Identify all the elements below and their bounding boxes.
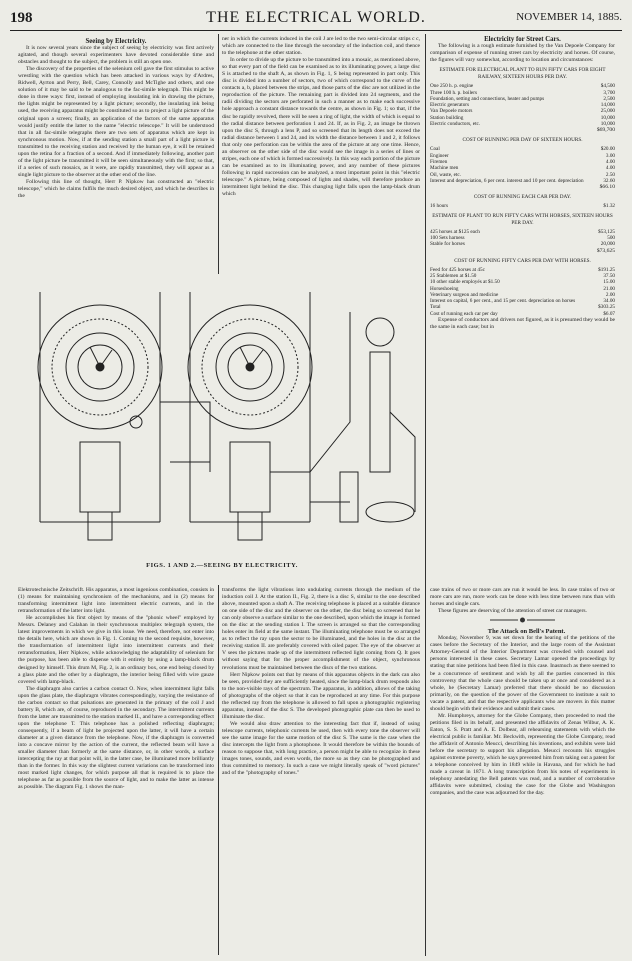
column-rule bbox=[425, 34, 426, 956]
article-title: The Attack on Bell's Patent. bbox=[487, 628, 566, 636]
paragraph: He accomplishes his first object by means of the "phonic wheel" employed by Messrs. Delaney and Calahan in their synchronous multiplex telegraph system, the latest improvements in which we give in this issue. We need, therefore, not enter into the details here, which are shown in Fig. 1. Coming to the second requisite, however, the transformation of intermittent light into intermittent currents and their retransformation, Herr Nipkow, while acknowledging the adaptability of selenium for the purpose, has been able to dispense with it entirely by using a lamp-black drum designed by himself. This drum M, Fig. 2, is an ordinary box, one end being closed by a glass plate and the other by a diaphragm, the interior being filled with wire gauze covered with lamp-black. bbox=[18, 615, 214, 685]
row-label: Coal bbox=[430, 146, 440, 153]
paragraph: case trains of two or more cars are run it would be less. In case trains of two or more cars are run, more work can be done with less time between runs than with horses and single cars. bbox=[430, 587, 615, 608]
row-value: 14,000 bbox=[600, 102, 615, 109]
table-row bbox=[430, 203, 615, 209]
row-label: 100 Sets harness bbox=[430, 235, 465, 242]
row-label: Feed for 425 horses at 45c bbox=[430, 266, 485, 273]
cost-table bbox=[430, 146, 615, 184]
row-value: 4.00 bbox=[605, 159, 615, 166]
issue-date: NOVEMBER 14, 1885. bbox=[516, 11, 622, 23]
paragraph: Following this line of thought, Herr P. Nipkow has constructed an "electric telescope," which he claims fulfils the much desired object, and which he describes in the bbox=[18, 178, 214, 200]
row-value: 10,000 bbox=[600, 114, 615, 121]
table-total: $66.10 bbox=[599, 184, 615, 191]
cost-table bbox=[430, 83, 615, 127]
seeing-article-col5 bbox=[222, 587, 420, 953]
row-label: 25 Stablemen at $1.50 bbox=[430, 273, 477, 279]
row-value: $53,125 bbox=[598, 228, 615, 235]
table-total: $73,625 bbox=[596, 247, 615, 254]
paragraph: These figures are deserving of the attention of street car managers. bbox=[438, 608, 587, 615]
cost-table bbox=[430, 267, 615, 305]
article-title: Electricity for Street Cars. bbox=[484, 36, 561, 43]
seeing-article-col1 bbox=[18, 38, 214, 270]
cost-table bbox=[430, 203, 615, 209]
row-value: $20.00 bbox=[600, 146, 615, 153]
row-value: $191.25 bbox=[598, 266, 615, 273]
row-label: Station building bbox=[430, 114, 464, 121]
row-value: 3,700 bbox=[603, 89, 615, 96]
paragraph: Elektrotechnische Zeitschrift. His apparatus, a most ingenious combination, consists in (1) means for maintaining synchronism of the mechanisms, and in (2) means for transforming intermittent light into intermittent electric currents, and in the retransformation of the latter into light. bbox=[18, 587, 214, 615]
article-title: Seeing by Electricity. bbox=[85, 38, 147, 45]
row-label: Machine men bbox=[430, 165, 459, 172]
row-label: Interest and depreciation, 6 per cent. interest and 10 per cent. depreciation bbox=[430, 177, 584, 184]
row-label: Oil, waste, etc. bbox=[430, 171, 461, 178]
paragraph: ner in which the currents induced in the coil J are led to the two semi-circular strips c c, which are connected to the line through the secondary of the induction coil, and thence to the telephone at the other station. bbox=[222, 36, 420, 57]
row-label: 16 hours bbox=[430, 203, 449, 210]
paragraph: Expense of conductors and drivers not figured, as it is presumed they would be the same in each case; but in bbox=[430, 317, 615, 331]
paragraph: In order to divide up the picture to be transmitted into a mosaic, as mentioned above, so that every part of the field can be examined as to its illuminating power, a large disc S is attached to the shaft A, as shown in Fig. 1, S being represented in part only. This disc is divided into a number of sectors, two of which correspond to the curve of the contacts a, b, placed between the strips, and those parts of the disc are not utilized in the reproduction of the picture. The remaining part is divided into 24 segments, and the radii dividing the sectors are perforated in such a manner as to make each successive hole approach a constant distance towards the centre, as shown in Fig. 1; so that, if the disc be rapidly revolved, there will be seen a ring of light, the width of which is equal to the radial distance between perforation 1 and 24. If, as in Fig. 2, an image be thrown upon the disc S, through a lens P, and so screened that its length does not exceed the radial distance between 1 and 24, and its width the distance between 1 and 2, it follows that only one perforation can be within the area of the picture at any one time. Hence, an observer on the other side of the disc would see the image in a series of lines or stripes, each one of which is formed successively. In this way each portion of the picture can be examined as to its illuminating power, and any number of these pictures following in rapid succession can be analyzed, a most important point in this "electric telescope." A picture, being composed of lights and shades, will therefore produce an intermittent light behind the disc. This changing light falls upon the lamp-black drum which bbox=[222, 57, 420, 198]
row-label: Engineer bbox=[430, 152, 449, 159]
row-value: $4,500 bbox=[600, 83, 615, 90]
right-column-lower bbox=[430, 587, 615, 953]
street-cars-article bbox=[430, 36, 615, 461]
row-label: Electric generators bbox=[430, 102, 470, 109]
row-value: 2,500 bbox=[603, 95, 615, 102]
cost-summary bbox=[430, 304, 615, 317]
row-label: Interest on capital, 6 per cent., and 15 per cent. depreciation on horses bbox=[430, 298, 576, 305]
paragraph: The discovery of the properties of the selenium cell gave the first stimulus to active wrestling with the question which has been attacked in various ways by d'Ardres, Ridwell, Ayrton and Perry, Bell, Carey, Connolly and McTighe and others, and one solution of it may be said to be analogous to the fac-simile telegraph. This might be done in three ways: first, instead of employing insulating ink in drawing the picture, the lights might be represented by a light picture; secondly, the insulating ink being used, the receiving apparatus might be constituted so as to project a light picture of the original upon a screen; finally, an application of the factors of the same apparatus would justify entitle the latter to the name "electric telescope." It will be understood that in all fac-simile telegraphs there are two sets of apparatus which are kept in synchronous motion. Now, if at the sending station a small part of a light picture is transmitted to the receiving station and received by the human eye, it will be retained upon the retina for a fraction of a second. And if immediately following, another part of the light picture be transmitted it will be seen simultaneously with the first; so that, if a series of such mosaics, as it were, are rapidly transmitted, they will appear as a single light picture to the observer at the other end of the line. bbox=[18, 66, 214, 178]
row-label: One 250 h. p. engine bbox=[430, 83, 474, 90]
ornament-divider bbox=[430, 615, 615, 625]
paragraph: transforms the light vibrations into undulating currents through the medium of the induction coil J. At the station II., Fig. 2, there is a disc S, similar to the one described above, mounted upon a shaft A. The receiving telephone is placed at a suitable distance on one side of the disc and the observer on the other, the disc being so screened that he can only observe a surface similar to the one described, upon which the image is formed on the disc at the sending station I. The screen is arranged so that the corresponding holes enter its field at the same instant. The illuminating telephone must be so arranged as to reflect the ray upon the sector to be illuminated, and the holes in the disc at the receiving station II. are preferably covered with oiled paper. The eye of the observer at V sees the pictures made up of the intermittent reflected light coming from Q. It goes without saying that for the proper accomplishment of the object, synchronous revolutions must be maintained between the discs of the two stations. bbox=[222, 587, 420, 671]
masthead: THE ELECTRICAL WORLD. bbox=[206, 9, 426, 26]
table-title: ESTIMATE FOR ELECTRICAL PLANT TO RUN FIFTY CARS FOR EIGHT RAILWAY, SIXTEEN HOURS PER DAY. bbox=[439, 67, 606, 81]
paragraph: Mr. Humphreys, attorney for the Globe Company, then proceeded to read the petitions filed in its behalf, and presented the affidavits of Zenas Wilbur, A. K. Eaton, S. S. Pratt and A. E. Dolbear, all rehearsing statements with which the electrical public is familiar. Mr. Beckwith, representing the Globe Company, read the affidavit of Antonio Meucci, describing his inventions, and exhibits were laid before the secretary to support his allegation. Meucci recounts his struggles against extreme poverty, which he says prevented him from taking out a patent for a telephone conceived by him in 1849 while in Havana, and for which he had made a caveat in 1871. A long transcription from his notes of experiments in telephony antedating the Bell patents was read, and a number of corroborative affidavits were submitted, closing the case for the Globe and Washington companies, and the case was adjourned for the day. bbox=[430, 712, 615, 797]
seeing-article-col2 bbox=[222, 36, 420, 270]
per-car-label: Cost of running each car per day bbox=[430, 310, 498, 317]
paragraph: The following is a rough estimate furnished by the Van Depoele Company for comparison of expense of running street cars by electricity and horses. Of course, the figures will vary somewhat, according to location and circumstances: bbox=[430, 43, 615, 64]
row-label: Horseshoeing bbox=[430, 285, 459, 292]
figure-seeing-by-electricity bbox=[20, 272, 424, 572]
apparatus-diagram bbox=[20, 272, 424, 558]
row-value: 500 bbox=[607, 235, 615, 242]
paragraph: Herr Nipkow points out that by means of this apparatus objects in the dark can also be seen, provided they are sufficiently heated, since the lamp-black drum responds also to the non-visible rays of the spectrum. The apparatus, in addition, allows of the taking of photographs of the object so that it can be reproduced at any time. For this purpose the reflected ray from the telephone is allowed to fall upon a photographic registering apparatus, instead of the disc S. The developed photographic plate can then be used to illuminate the disc. bbox=[222, 671, 420, 720]
telephone-t bbox=[366, 318, 394, 346]
seeing-article-col4 bbox=[18, 587, 214, 953]
row-label: Three 100 h. p. boilers bbox=[430, 89, 477, 96]
row-value: 34.00 bbox=[603, 298, 615, 305]
page-header bbox=[10, 8, 622, 31]
row-value: $1.32 bbox=[603, 203, 615, 210]
row-value: 21.00 bbox=[603, 285, 615, 292]
row-value: 25,000 bbox=[600, 108, 615, 115]
row-value: 2.00 bbox=[605, 291, 615, 298]
row-value: 15.00 bbox=[603, 279, 615, 286]
row-value: 3.00 bbox=[605, 152, 615, 159]
row-label: 425 horses at $125 each bbox=[430, 228, 480, 235]
paragraph: The diaphragm also carries a carbon contact O. Now, when intermittent light falls upon the glass plate, the diaphragm vibrates correspondingly, varying the resistance of the carbon contact so that pulsations are generated in the primary of the coil J and battery B, which are, of course, reproduced in the secondary. The intermittent currents from the latter are transmitted to the station marked II., and have a corresponding effect upon the telephone T. This telephone has a polished reflecting diaphragm; consequently, if a beam of light be projected upon the latter, it will have a certain diameter at a given distance from the telephone. Now, if the diaphragm is converted into a concave mirror by the action of the current, the reflected beam will have a smaller diameter than formerly at the same distance, or, in other words, a surface intercepting the ray at that point will, in the latter case, be illuminated more brilliantly than in the former. In this way the slightest current variations can be transformed into most marked light changes, for which purpose all that is required is to place the telephone as far as possible from the source of light, and to make the latter as intense as possible. The diagram Fig. 1 shows the man- bbox=[18, 685, 214, 791]
paragraph: Monday, November 9, was set down for the hearing of the petitions of the cases before the Secretary of the Interior, and the large room of the Assistant Attorney-General of the Interior Department was crowded with counsel and persons interested in these cases. Secretary Lamar opened the proceedings by stating that nine petitions had been filed in this case. Inasmuch as there seemed to be a concurrence of sentiment and wish by all the parties concerned in this controversy that the whole case should be taken up at once and considered as a whole, he (Secretary Lamar) preferred that there should be no discussion primarily, on the question of the power of the Government to institute a suit to vacate a patent, and that the respective applicants who are movers in this matter should begin with their evidence and submit their cases. bbox=[430, 635, 615, 712]
paragraph: We would also draw attention to the interesting fact that if, instead of using telescope currents, telephonic currents be used, then with every tone the observer will see the same image for the same motion of the disc S. The same is the case when the disc intercepts the light from a photophone. It would therefore be within the bounds of reason to suppose that, with long practice, a person might be able to recognize in these images tones, sounds, and even words, the more so as they can be photographed and thus committed to memory. In such a case we might literally speak of "word pictures" and of the "photography of tones." bbox=[222, 720, 420, 777]
total-value: $303.25 bbox=[598, 304, 615, 311]
row-label: 10 other stable employés at $1.50 bbox=[430, 279, 500, 286]
row-label: Firemen bbox=[430, 159, 448, 166]
page-number: 198 bbox=[10, 10, 33, 26]
row-value: 32.60 bbox=[603, 177, 615, 184]
row-label: Electric conductors, etc. bbox=[430, 121, 481, 128]
row-label: Van Depoele motors bbox=[430, 108, 473, 115]
table-title: COST OF RUNNING FIFTY CARS PER DAY WITH HORSES. bbox=[454, 257, 591, 264]
column-rule bbox=[218, 34, 219, 274]
column-rule bbox=[218, 585, 219, 955]
row-value: 2.50 bbox=[605, 171, 615, 178]
drum-m bbox=[80, 442, 120, 512]
table-title: COST OF RUNNING EACH CAR PER DAY. bbox=[473, 194, 572, 201]
total-label: Total bbox=[430, 304, 441, 311]
row-label: Veterinary surgeon and medicine bbox=[430, 291, 499, 298]
row-label: Stable for horses bbox=[430, 241, 465, 248]
row-label: Foundation, setting and connections, heater and pumps bbox=[430, 95, 545, 102]
table-title: ESTIMATE OF PLANT TO RUN FIFTY CARS WITH HORSES, SIXTEEN HOURS PER DAY. bbox=[432, 212, 613, 226]
row-value: 10,000 bbox=[600, 121, 615, 128]
row-value: 20,000 bbox=[600, 241, 615, 248]
table-title: COST OF RUNNING PER DAY OF SIXTEEN HOURS. bbox=[462, 137, 583, 144]
figure-caption: FIGS. 1 AND 2.—SEEING BY ELECTRICITY. bbox=[146, 562, 298, 569]
row-value: 37.50 bbox=[603, 273, 615, 279]
row-value: 4.00 bbox=[605, 165, 615, 172]
cost-table bbox=[430, 229, 615, 248]
table-total: $69,700 bbox=[596, 127, 615, 134]
per-car-value: $6.07 bbox=[603, 310, 615, 317]
paragraph: It is now several years since the subject of seeing by electricity was first actively agitated, and though several experimenters have devoted considerable time and obstacles and thought to the subject, the problem is still an open one. bbox=[18, 45, 214, 66]
